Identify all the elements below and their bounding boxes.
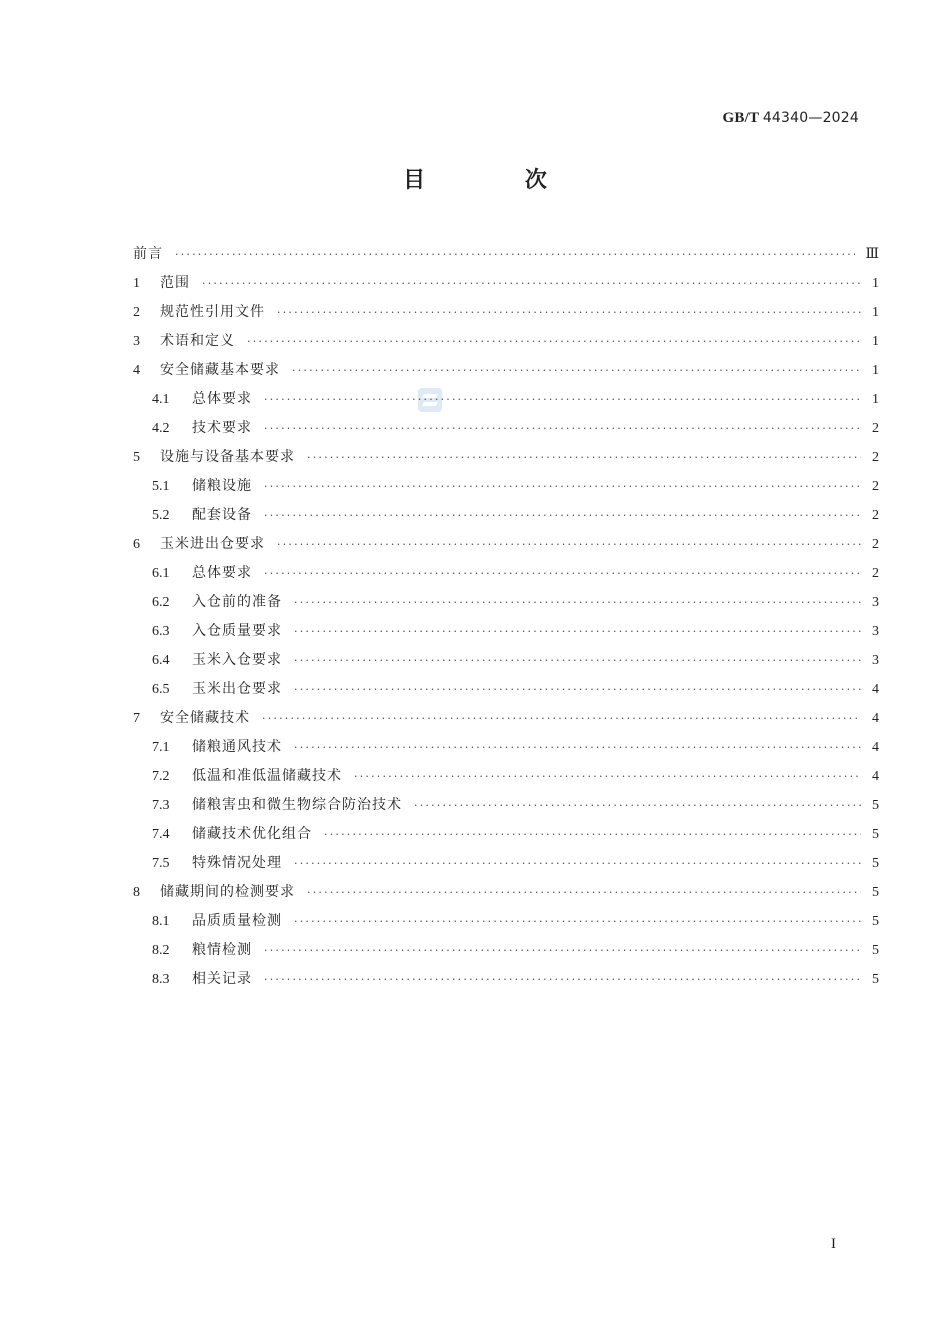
toc-leader-dots xyxy=(262,704,861,733)
toc-entry-title: 技术要求 xyxy=(192,420,252,436)
toc-entry-page: 5 xyxy=(872,827,879,842)
toc-entry-title: 储藏技术优化组合 xyxy=(192,826,312,842)
toc-leader-dots xyxy=(264,472,861,501)
toc-entry-number: 4 xyxy=(133,363,140,378)
toc-leader-dots xyxy=(264,936,861,965)
toc-entry-page: 4 xyxy=(872,769,879,784)
toc-leader-dots xyxy=(294,617,861,646)
toc-entry-number: 5.1 xyxy=(152,479,170,494)
toc-entry[interactable] xyxy=(133,327,879,356)
toc-leader-dots xyxy=(264,501,861,530)
toc-entry-page: 5 xyxy=(872,856,879,871)
toc-entry-page: 5 xyxy=(872,798,879,813)
toc-entry-title: 总体要求 xyxy=(192,565,252,581)
toc-entry-page: 5 xyxy=(872,972,879,987)
toc-entry-number: 8.2 xyxy=(152,943,170,958)
toc-entry[interactable] xyxy=(133,733,879,762)
toc-entry[interactable] xyxy=(133,849,879,878)
toc-entry-title: 储粮害虫和微生物综合防治技术 xyxy=(192,797,402,813)
toc-entry-page: 5 xyxy=(872,914,879,929)
toc-entry-page: 1 xyxy=(872,276,879,291)
toc-entry-title: 低温和准低温储藏技术 xyxy=(192,768,342,784)
standard-code xyxy=(723,110,860,127)
toc-entry-title: 储粮设施 xyxy=(192,478,252,494)
toc-entry-page: 5 xyxy=(872,885,879,900)
toc-leader-dots xyxy=(175,240,855,269)
toc-entry-number: 6.2 xyxy=(152,595,170,610)
toc-entry-number: 4.2 xyxy=(152,421,170,436)
toc-leader-dots xyxy=(294,849,861,878)
toc-entry-number: 8.1 xyxy=(152,914,170,929)
toc-entry-title: 品质质量检测 xyxy=(192,913,282,929)
toc-entry[interactable] xyxy=(133,530,879,559)
table-of-contents xyxy=(133,240,879,994)
toc-entry-title: 入仓前的准备 xyxy=(192,594,282,610)
toc-leader-dots xyxy=(414,791,861,820)
toc-entry-title: 范围 xyxy=(160,275,190,291)
toc-leader-dots xyxy=(264,559,861,588)
toc-leader-dots xyxy=(264,385,861,414)
toc-entry-page: 2 xyxy=(872,508,879,523)
toc-entry-number: 1 xyxy=(133,276,140,291)
toc-leader-dots xyxy=(202,269,861,298)
toc-leader-dots xyxy=(294,733,861,762)
toc-entry-number: 7.5 xyxy=(152,856,170,871)
toc-entry-number: 6.4 xyxy=(152,653,170,668)
toc-entry-number: 7.4 xyxy=(152,827,170,842)
toc-entry-page: 2 xyxy=(872,450,879,465)
toc-entry-page: 3 xyxy=(872,595,879,610)
toc-entry[interactable] xyxy=(133,762,879,791)
toc-entry[interactable] xyxy=(133,559,879,588)
toc-entry-title: 配套设备 xyxy=(192,507,252,523)
toc-leader-dots xyxy=(294,675,861,704)
toc-entry-title: 术语和定义 xyxy=(160,333,235,349)
toc-entry[interactable] xyxy=(133,443,879,472)
toc-entry-number: 7 xyxy=(133,711,140,726)
toc-entry-page: 3 xyxy=(872,624,879,639)
toc-entry-title: 玉米进出仓要求 xyxy=(160,536,265,552)
toc-entry-number: 7.3 xyxy=(152,798,170,813)
toc-entry-page: 1 xyxy=(872,363,879,378)
standard-prefix: GB/T xyxy=(722,110,759,126)
toc-entry[interactable] xyxy=(133,791,879,820)
toc-entry-page: Ⅲ xyxy=(865,247,879,262)
toc-entry[interactable] xyxy=(133,820,879,849)
toc-entry-page: 1 xyxy=(872,392,879,407)
toc-entry[interactable] xyxy=(133,675,879,704)
toc-entry-number: 4.1 xyxy=(152,392,170,407)
toc-leader-dots xyxy=(292,356,861,385)
toc-entry-title: 前言 xyxy=(133,246,163,262)
standard-number: 44340—2024 xyxy=(762,110,859,126)
toc-entry[interactable] xyxy=(133,501,879,530)
toc-entry-number: 8.3 xyxy=(152,972,170,987)
toc-entry-page: 4 xyxy=(872,682,879,697)
toc-entry-page: 1 xyxy=(872,334,879,349)
toc-leader-dots xyxy=(264,414,861,443)
toc-entry[interactable] xyxy=(133,269,879,298)
toc-entry[interactable] xyxy=(133,878,879,907)
toc-entry-number: 6 xyxy=(133,537,140,552)
toc-entry-title: 入仓质量要求 xyxy=(192,623,282,639)
toc-entry[interactable] xyxy=(133,356,879,385)
toc-entry-title: 玉米出仓要求 xyxy=(192,681,282,697)
toc-entry-page: 4 xyxy=(872,711,879,726)
toc-leader-dots xyxy=(354,762,861,791)
toc-entry[interactable] xyxy=(133,385,879,414)
toc-entry[interactable] xyxy=(133,907,879,936)
toc-entry-page: 3 xyxy=(872,653,879,668)
toc-leader-dots xyxy=(294,646,861,675)
toc-entry-title: 相关记录 xyxy=(192,971,252,987)
toc-entry-page: 4 xyxy=(872,740,879,755)
toc-entry-number: 7.2 xyxy=(152,769,170,784)
toc-entry-page: 5 xyxy=(872,943,879,958)
toc-entry[interactable] xyxy=(133,240,879,269)
toc-entry-page: 1 xyxy=(872,305,879,320)
toc-entry-title: 安全储藏技术 xyxy=(160,710,250,726)
toc-entry[interactable] xyxy=(133,965,879,994)
toc-entry[interactable] xyxy=(133,646,879,675)
toc-leader-dots xyxy=(247,327,861,356)
toc-entry-number: 8 xyxy=(133,885,140,900)
toc-entry[interactable] xyxy=(133,704,879,733)
toc-leader-dots xyxy=(277,298,861,327)
toc-entry-number: 3 xyxy=(133,334,140,349)
toc-entry-page: 2 xyxy=(872,479,879,494)
toc-entry-title: 设施与设备基本要求 xyxy=(160,449,295,465)
toc-entry-title: 储粮通风技术 xyxy=(192,739,282,755)
toc-entry-title: 玉米入仓要求 xyxy=(192,652,282,668)
toc-entry-title: 安全储藏基本要求 xyxy=(160,362,280,378)
toc-entry-title: 储藏期间的检测要求 xyxy=(160,884,295,900)
toc-entry-number: 5 xyxy=(133,450,140,465)
toc-entry[interactable] xyxy=(133,617,879,646)
toc-entry-title: 规范性引用文件 xyxy=(160,304,265,320)
toc-leader-dots xyxy=(277,530,861,559)
toc-entry[interactable] xyxy=(133,472,879,501)
toc-entry-page: 2 xyxy=(872,566,879,581)
toc-entry-number: 6.3 xyxy=(152,624,170,639)
toc-entry-page: 2 xyxy=(872,537,879,552)
toc-leader-dots xyxy=(307,878,861,907)
toc-entry-title: 特殊情况处理 xyxy=(192,855,282,871)
toc-entry-number: 5.2 xyxy=(152,508,170,523)
toc-leader-dots xyxy=(294,907,861,936)
toc-leader-dots xyxy=(307,443,861,472)
toc-entry[interactable] xyxy=(133,588,879,617)
toc-entry[interactable] xyxy=(133,298,879,327)
toc-title: 目 次 xyxy=(403,168,593,193)
toc-entry-title: 总体要求 xyxy=(192,391,252,407)
toc-entry-number: 6.5 xyxy=(152,682,170,697)
toc-leader-dots xyxy=(324,820,861,849)
toc-entry-number: 2 xyxy=(133,305,140,320)
toc-entry[interactable] xyxy=(133,936,879,965)
toc-entry[interactable] xyxy=(133,414,879,443)
toc-entry-number: 7.1 xyxy=(152,740,170,755)
toc-leader-dots xyxy=(294,588,861,617)
toc-entry-number: 6.1 xyxy=(152,566,170,581)
toc-leader-dots xyxy=(264,965,861,994)
toc-entry-page: 2 xyxy=(872,421,879,436)
page-number: I xyxy=(831,1236,836,1252)
toc-entry-title: 粮情检测 xyxy=(192,942,252,958)
